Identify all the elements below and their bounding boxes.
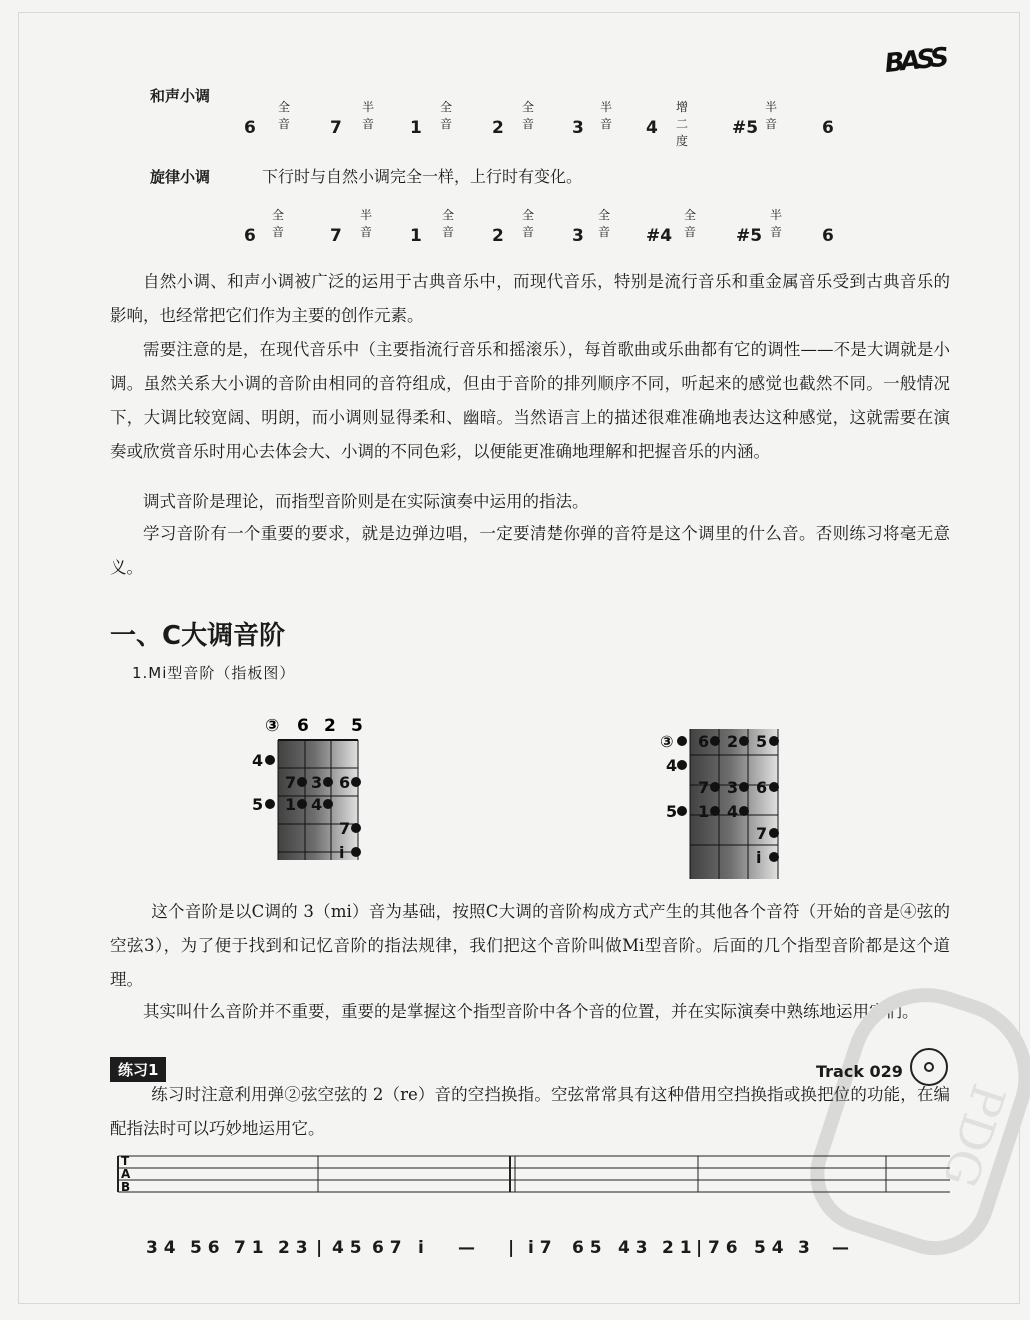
harmonic-minor-title: 和声小调: [150, 87, 211, 105]
fret-note: 7: [285, 773, 297, 792]
note: 3: [572, 118, 584, 138]
interval: 半音: [360, 208, 373, 239]
paragraph: 其实叫什么音阶并不重要，重要的是掌握这个指型音阶中各个音的位置，并在实际演奏中熟练地运用它们。: [143, 1002, 919, 1021]
jianpu-note: 6 7: [372, 1238, 402, 1258]
jianpu-note: 7 1: [234, 1238, 264, 1258]
interval: 全音: [272, 208, 285, 239]
jianpu-note: —: [458, 1238, 475, 1258]
open-string-label: 2: [324, 716, 336, 736]
interval: 全音: [442, 208, 455, 239]
note: #5: [736, 226, 763, 246]
fret-dot: [297, 799, 307, 809]
fret-dot: [265, 799, 275, 809]
jianpu-note: i 7: [528, 1238, 552, 1258]
fretboard-diagram-left: [240, 710, 380, 870]
fret-dot: [769, 828, 779, 838]
note: 1: [410, 226, 422, 246]
jianpu-note: 2 3: [278, 1238, 308, 1258]
fret-dot: [677, 736, 687, 746]
fret-note: i: [756, 848, 762, 867]
watermark-text: PDG: [932, 1077, 1017, 1194]
section-title: 一、C大调音阶: [110, 621, 286, 651]
note: 6: [244, 118, 256, 138]
fret-dot: [323, 799, 333, 809]
fret-note: 1: [285, 795, 297, 814]
fret-note: 7: [339, 819, 351, 838]
interval: 全音: [522, 100, 535, 131]
fret-dot: [739, 806, 749, 816]
interval: 全音: [278, 100, 291, 131]
fret-note: 5: [252, 795, 264, 814]
fret-dot: [297, 777, 307, 787]
fret-note: 4: [252, 751, 264, 770]
fret-dot: [710, 782, 720, 792]
tab-lines: [118, 1156, 950, 1192]
note: 3: [572, 226, 584, 246]
melodic-minor-title: 旋律小调: [150, 168, 211, 186]
tab-letter: B: [121, 1180, 131, 1194]
paragraph: 自然小调、和声小调被广泛的运用于古典音乐中，而现代音乐，特别是流行音乐和重金属音乐受到古典音乐的影响，也经常把它们作为主要的创作元素。: [110, 272, 950, 325]
fret-note: 3: [311, 773, 323, 792]
fret-dot: [265, 755, 275, 765]
interval: 半音: [362, 100, 375, 131]
fret-note: 3: [727, 778, 739, 797]
fret-dot: [769, 736, 779, 746]
track-number: Track 029: [816, 1062, 903, 1081]
jianpu-note: 2 1: [662, 1238, 692, 1258]
exercise-label: 练习1: [110, 1057, 166, 1082]
melodic-minor-desc: 下行时与自然小调完全一样，上行时有变化。: [262, 167, 583, 186]
fret-dot: [739, 782, 749, 792]
note: 6: [244, 226, 256, 246]
interval: 全音: [440, 100, 453, 131]
fret-dot: [677, 806, 687, 816]
note: 7: [330, 226, 342, 246]
jianpu-note: 4 3: [618, 1238, 648, 1258]
fret-note: 4: [666, 756, 678, 775]
fret-dot: [351, 847, 361, 857]
note: 7: [330, 118, 342, 138]
fret-note: 7: [756, 824, 768, 843]
paragraph: 调式音阶是理论，而指型音阶则是在实际演奏中运用的指法。: [143, 492, 589, 511]
note: 6: [822, 226, 834, 246]
note: 6: [822, 118, 834, 138]
fret-note: 5: [666, 802, 678, 821]
paragraph: 需要注意的是，在现代音乐中（主要指流行音乐和摇滚乐），每首歌曲或乐曲都有它的调性——不是大调就是小调。虽然关系大小调的音阶由相同的音符组成，但由于音阶的排列顺序不同，听起来的感觉也截然不同。一般情况下，大调比较宽阔、明朗，而小调则显得柔和、幽暗。当然语言上的描述很难准确地表达这种感觉，这就需要在演奏或欣赏音乐时用心去体会大、小调的不同色彩，以便能更准确地理解和把握音乐的内涵。: [110, 340, 950, 461]
note: #5: [732, 118, 759, 138]
fretboard-diagram-right: [660, 725, 800, 885]
open-string-label: ③: [265, 716, 280, 736]
fret-note: 4: [727, 802, 739, 821]
jianpu-note: 3 4: [146, 1238, 176, 1258]
interval: 半音: [600, 100, 613, 131]
jianpu-note: 7 6: [708, 1238, 738, 1258]
fret-note: 6: [756, 778, 768, 797]
fret-note: 4: [311, 795, 323, 814]
jianpu-note: 3: [798, 1238, 810, 1258]
interval: 全音: [684, 208, 697, 239]
open-string-label: 2: [727, 732, 739, 751]
interval: 全音: [522, 208, 535, 239]
open-string-label: 6: [698, 732, 710, 751]
jianpu-note: i: [418, 1238, 424, 1258]
jianpu-note: 6 5: [572, 1238, 602, 1258]
interval: 全音: [598, 208, 611, 239]
fret-dot: [351, 823, 361, 833]
note: 2: [492, 226, 504, 246]
fret-note: 6: [339, 773, 351, 792]
paragraph: 学习音阶有一个重要的要求，就是边弹边唱，一定要清楚你弹的音符是这个调里的什么音。否则练习将毫无意义。: [110, 524, 950, 577]
jianpu-note: 5 4: [754, 1238, 784, 1258]
tablature-staff: [110, 1150, 950, 1210]
fret-dot: [769, 782, 779, 792]
jianpu-note: —: [832, 1238, 849, 1258]
fret-dot: [351, 777, 361, 787]
note: 2: [492, 118, 504, 138]
open-string-label: 5: [351, 716, 363, 736]
jianpu-bar: |: [316, 1238, 323, 1258]
jianpu-bar: |: [508, 1238, 515, 1258]
fret-dot: [710, 806, 720, 816]
jianpu-note: 5 6: [190, 1238, 220, 1258]
fret-dot: [739, 736, 749, 746]
open-string-label: 5: [756, 732, 768, 751]
fret-dot: [677, 760, 687, 770]
bass-logo: [882, 27, 947, 82]
fret-note: 7: [698, 778, 710, 797]
fret-note: i: [339, 843, 345, 862]
interval: 半音: [765, 100, 778, 131]
tab-letter: A: [121, 1167, 131, 1181]
fret-dot: [769, 852, 779, 862]
paragraph: 这个音阶是以C调的 3（mi）音为基础，按照C大调的音阶构成方式产生的其他各个音符（开始的音是④弦的空弦3），为了便于找到和记忆音阶的指法规律，我们把这个音阶叫做Mi型音阶。后面的几个指型音阶都是这个道理。: [110, 902, 950, 989]
open-string-label: 6: [297, 716, 309, 736]
note: 4: [646, 118, 658, 138]
note: #4: [646, 226, 673, 246]
interval: 增二度: [676, 100, 689, 148]
fret-dot: [710, 736, 720, 746]
tab-letter: T: [121, 1154, 130, 1168]
subsection-title: 1.Mi型音阶（指板图）: [132, 664, 296, 682]
fret-dot: [323, 777, 333, 787]
bass-logo-text: BASS: [883, 42, 947, 80]
note: 1: [410, 118, 422, 138]
fret-note: 1: [698, 802, 710, 821]
interval: 半音: [770, 208, 783, 239]
exercise-description: 练习时注意利用弹②弦空弦的 2（re）音的空挡换指。空弦常常具有这种借用空挡换指或换把位的功能，在编配指法时可以巧妙地运用它。: [110, 1085, 950, 1138]
jianpu-note: 4 5: [332, 1238, 362, 1258]
open-string-label: ③: [660, 732, 674, 751]
jianpu-bar: |: [696, 1238, 703, 1258]
